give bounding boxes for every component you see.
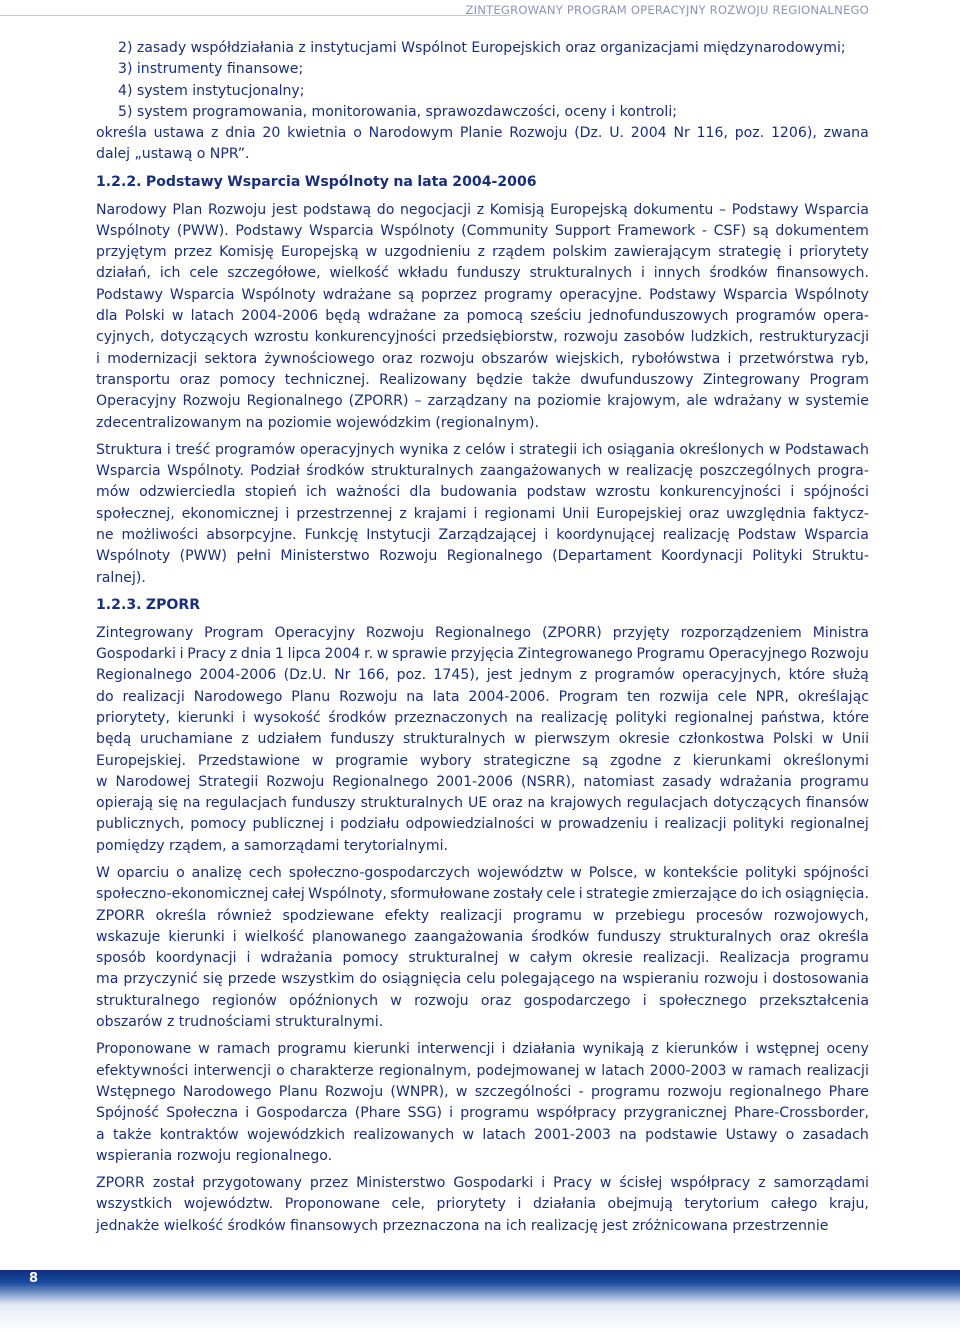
text-line: mów odzwierciedla stopień ich ważności dla budowania podstaw wzrostu konkurencyjności i spójności — [96, 484, 869, 501]
text-line: jednakże wielkość środków finansowych przeznaczona na ich realizację jest zróżnicowana przestrzennie — [96, 1217, 829, 1234]
text-line: dalej „ustawą o NPR”. — [96, 146, 250, 163]
text-line: Wspólnoty (PWW) pełni Ministerstwo Rozwoju Regionalnego (Departament Koordynacji Polityki Struktu- — [96, 548, 869, 565]
text-line: Operacyjny Rozwoju Regionalnego (ZPORR) – zarządzany na poziomie krajowym, ale wdrażany w systemie — [96, 393, 869, 410]
paragraph — [96, 200, 869, 434]
running-header: ZINTEGROWANY PROGRAM OPERACYJNY ROZWOJU REGIONALNEGO — [465, 3, 869, 17]
text-line: Zintegrowany Program Operacyjny Rozwoju Regionalnego (ZPORR) przyjęty rozporządzeniem Ministra — [96, 624, 869, 641]
text-line: działań, ich cele szczegółowe, wielkość wkładu funduszy strukturalnych i innych środków finansowych. — [96, 265, 869, 282]
text-line: ralnej). — [96, 569, 146, 586]
text-line: 2) zasady współdziałania z instytucjami Wspólnot Europejskich oraz organizacjami międzynarodowymi; — [118, 40, 846, 56]
text-line: ZPORR został przygotowany przez Ministerstwo Gospodarki i Pracy w ścisłej współpracy z samorządami — [96, 1175, 869, 1192]
section-heading — [96, 595, 869, 616]
paragraph — [96, 623, 869, 857]
text-line: sposób koordynacji i wdrażania pomocy strukturalnej w całym okresie realizacji. Realizacja programu — [96, 950, 869, 967]
text-line: 3) instrumenty finansowe; — [118, 61, 304, 78]
list-item — [96, 81, 869, 102]
text-line: 1.2.2. Podstawy Wsparcia Wspólnoty na lata 2004-2006 — [96, 174, 537, 191]
header-rule — [0, 15, 510, 16]
text-line: strukturalnego regionów opóźnionych w rozwoju oraz gospodarczego i społecznego przekształcenia — [96, 992, 869, 1009]
text-line: dla Polski w latach 2004-2006 będą wdrażane za pomocą sześciu jednofunduszowych programów opera- — [96, 308, 869, 325]
text-line: Regionalnego 2004-2006 (Dz.U. Nr 166, poz. 1745), jest jednym z programów operacyjnych, które służą — [96, 667, 869, 684]
text-line: wspierania rozwoju regionalnego. — [96, 1147, 333, 1164]
text-line: Proponowane w ramach programu kierunki interwencji i działania wynikają z kierunków i wstępnej oceny — [96, 1041, 869, 1058]
text-line: społeczno-ekonomicznej całej Wspólnoty, sformułowane zostały cele i strategie zmierzające do ich osiągnięcia. — [96, 886, 869, 903]
text-line: transportu oraz pomocy technicznej. Realizowany będzie także dwufunduszowy Zintegrowany Program — [96, 371, 869, 388]
paragraph — [96, 1039, 869, 1167]
text-line: Gospodarki i Pracy z dnia 1 lipca 2004 r. w sprawie przyjęcia Zintegrowanego Programu Operacyjnego Rozwoju — [96, 646, 869, 663]
text-line: ZPORR określa również spodziewane efekty realizacji programu w przebiegu procesów rozwojowych, — [96, 907, 869, 924]
text-line: a także kontraktów wojewódzkich realizowanych w latach 2001-2003 na podstawie Ustawy o zasadach — [96, 1126, 869, 1143]
text-line: ne możliwości absorpcyjne. Funkcję Instytucji Zarządzającej i koordynującej realizację Podstaw Wsparcia — [96, 527, 869, 544]
text-line: W oparciu o analizę cech społeczno-gospodarczych województw w Polsce, w kontekście polityki spójności — [96, 864, 869, 881]
text-line: obszarów z trudnościami strukturalnymi. — [96, 1014, 384, 1031]
text-line: Narodowy Plan Rozwoju jest podstawą do negocjacji z Komisją Europejską dokumentu – Podstawy Wsparcia — [96, 201, 869, 218]
text-line: pomiędzy rządem, a samorządami terytorialnymi. — [96, 837, 448, 854]
paragraph — [96, 1173, 869, 1237]
text-line: Struktura i treść programów operacyjnych wynika z celów i strategii ich osiągania określonych w Podstawach — [96, 441, 869, 458]
text-line: Wspólnoty (PWW). Podstawy Wsparcia Wspólnoty (Community Support Framework - CSF) są dokumentem — [96, 222, 869, 239]
text-line: opierają się na regulacjach funduszy strukturalnych UE oraz na krajowych regulacjach dotyczących finansów — [96, 795, 869, 812]
text-line: określa ustawa z dnia 20 kwietnia o Narodowym Planie Rozwoju (Dz. U. 2004 Nr 116, poz. 1206), zwana — [96, 125, 869, 142]
text-line: efektywności interwencji o charakterze regionalnym, podejmowanej w latach 2000-2003 w ramach realizacji — [96, 1062, 869, 1079]
list-item — [96, 102, 869, 123]
list-item — [96, 38, 869, 59]
text-line: 5) system programowania, monitorowania, sprawozdawczości, oceny i kontroli; — [118, 103, 677, 120]
text-line: i modernizacji sektora żywnościowego oraz rozwoju obszarów wiejskich, rybołówstwa i przetwórstwa ryb, — [96, 350, 869, 367]
text-line: do realizacji Narodowego Planu Rozwoju na lata 2004-2006. Program ten rozwija cele NPR, określając — [96, 688, 869, 705]
text-line: cyjnych, dotyczących wzrostu konkurencyjności przedsiębiorstw, rozwoju zasobów ludzkich, restrukturyzacji — [96, 329, 869, 346]
text-line: Spójność Społeczna i Gospodarcza (Phare SSG) i programu współpracy przygranicznej Phare-Crossborder, — [96, 1105, 869, 1122]
paragraph — [96, 863, 869, 1033]
text-line: będą uruchamiane z udziałem funduszy strukturalnych w pierwszym okresie członkostwa Polski w Unii — [96, 731, 869, 748]
paragraph — [96, 123, 869, 166]
text-line: Wsparcia Wspólnoty. Podział środków strukturalnych zaangażowanych w realizację poszczególnych progra- — [96, 463, 869, 480]
text-line: priorytety, kierunki i wysokość środków przeznaczonych na realizację polityki regionalnej państwa, które — [96, 709, 869, 726]
text-line: wskazuje kierunki i wielkość planowanego zaangażowania środków funduszy strukturalnych oraz określa — [96, 928, 869, 945]
text-line: Wstępnego Narodowego Planu Rozwoju (WNPR), w szczególności - programu rozwoju regionalnego Phare — [96, 1083, 869, 1100]
text-line: Podstawy Wsparcia Wspólnoty wdrażane są poprzez programy operacyjne. Podstawy Wsparcia Wspólnoty — [96, 286, 869, 303]
text-line: przyjętym przez Komisję Europejską w uzgodnieniu z rządem polskim zawierającym strategię i priorytety — [96, 244, 869, 261]
text-line: 4) system instytucjonalny; — [118, 82, 305, 99]
list-item — [96, 59, 869, 80]
text-line: zdecentralizowanym na poziomie wojewódzkim (regionalnym). — [96, 414, 539, 431]
section-heading — [96, 172, 869, 193]
text-line: wszystkich województw. Proponowane cele, priorytety i działania obejmują terytorium całego kraju, — [96, 1196, 869, 1213]
text-line: ma przyczynić się przede wszystkim do osiągnięcia celu polegającego na wspieraniu rozwoju i dostosowania — [96, 971, 869, 988]
text-line: Europejskiej. Przedstawione w programie wybory strategiczne są zgodne z kierunkami określonymi — [96, 752, 869, 769]
text-line: 1.2.3. ZPORR — [96, 597, 201, 614]
text-line: w Narodowej Strategii Rozwoju Regionalnego 2001-2006 (NSRR), natomiast zasady wdrażania programu — [96, 773, 869, 790]
text-line: społecznej, ekonomicznej i przestrzennej z krajami i regionami Unii Europejskiej oraz uwzględnia faktycz- — [96, 505, 869, 522]
text-line: publicznych, pomocy publicznej i podziału odpowiedzialności w prowadzeniu i realizacji polityki regionalnej — [96, 816, 869, 833]
paragraph — [96, 440, 869, 589]
footer-band — [0, 1270, 960, 1333]
page-number: 8 — [29, 1271, 39, 1286]
document-body — [96, 38, 869, 1237]
